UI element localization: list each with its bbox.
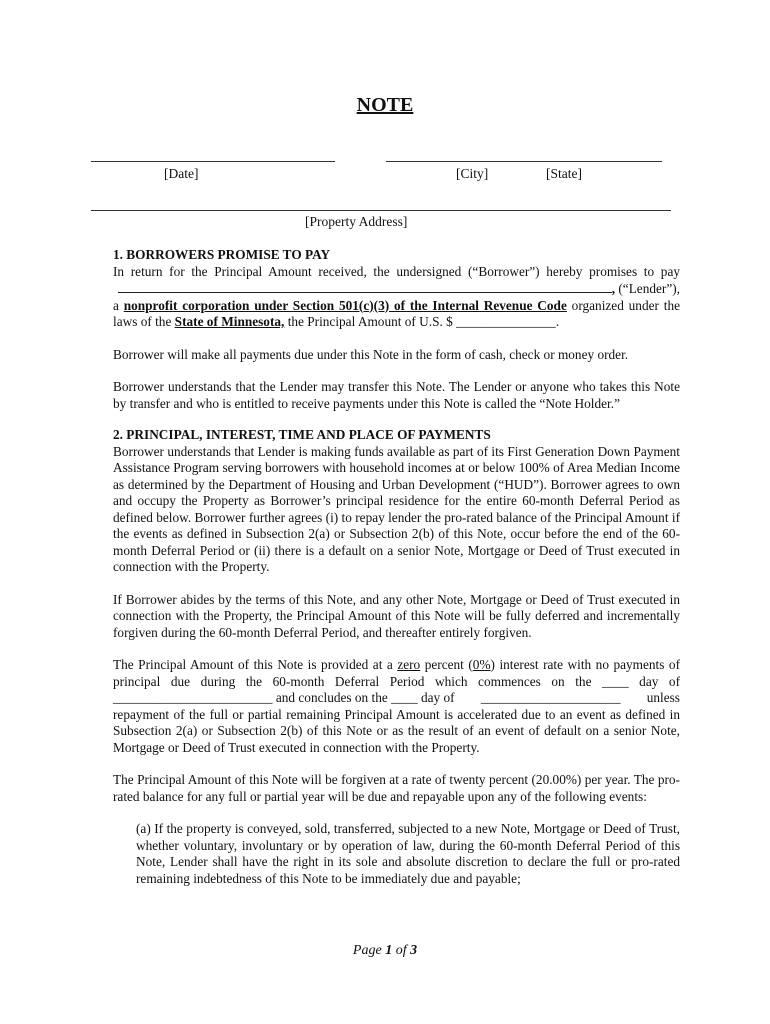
of-word: of [395, 943, 407, 958]
date-label: [Date] [164, 166, 199, 181]
section-1 [113, 247, 680, 412]
state-label: [State] [546, 166, 582, 181]
section-2 [113, 427, 680, 887]
section-2-paragraph-1: Borrower understands that Lender is making funds available as part of its First Generation Down Payment Assistance Program serving borrowers with household incomes at or below 100% of Area Median Income as determined by the Department of Housing and Urban Development (“HUD”). Borrower agrees to own and occupy the Property as Borrower’s principal residence for the entire 60-month Deferral Period as defined below. Borrower further agrees (i) to repay lender the pro-rated balance of the Principal Amount if the events as defined in Subsection 2(a) or Subsection 2(b) of this Note, occur before the end of the 60- month Deferral Period or (ii) there is a default on a senior Note, Mortgage or Deed of Trust executed in connection with the Property. [113, 443, 680, 574]
property-address-label: [Property Address] [305, 214, 408, 229]
principal-amount-text: the Principal Amount of U.S. $ _______________. [287, 314, 560, 329]
interest-text-3c: unless [646, 690, 680, 705]
zero-percent: 0% [472, 657, 491, 672]
document-title: NOTE [356, 94, 414, 116]
date-line [91, 161, 335, 162]
laws-of-text: laws of the [113, 314, 172, 329]
transfer-paragraph: Borrower understands that the Lender may transfer this Note. The Lender or anyone who takes this Note by transfer and who is entitled to receive payments under this Note is called the “Note Holder.” [113, 379, 680, 411]
page-total: 3 [410, 943, 418, 958]
nonprofit-clause: nonprofit corporation under Section 501(c)(3) of the Internal Revenue Code [123, 297, 567, 313]
interest-paragraph-rest: repayment of the full or partial remaining Principal Amount is accelerated due to an event as defined in Subsection 2(a) or Subsection 2(b) of this Note or as the result of an event of default on a senior Note, Mortgage or Deed of Trust executed in connection with the Property. [113, 706, 680, 755]
lender-name-blank [118, 280, 612, 293]
page-word: Page [352, 943, 382, 958]
interest-text-b: percent ( [424, 657, 473, 672]
section-2-paragraph-2: If Borrower abides by the terms of this Note, and any other Note, Mortgage or Deed of Trust executed in connection with the Property, the Principal Amount of this Note will be fully deferred and incrementally forgiven during the 60-month Deferral Period, and thereafter entirely forgiven. [113, 591, 680, 640]
city-label: [City] [456, 166, 489, 181]
a-word: a [113, 297, 119, 313]
forgiveness-paragraph: The Principal Amount of this Note will be forgiven at a rate of twenty percent (20.00%) per year. The pro-rated balance for any full or partial year will be due and repayable upon any of the following events: [113, 772, 680, 804]
interest-text-3b: _____________________ [480, 690, 621, 705]
lender-label: (“Lender”), [618, 281, 680, 296]
interest-text-a: The Principal Amount of this Note is provided at a [113, 657, 393, 672]
interest-text-3a: ________________________ and concludes on the ____ day of [113, 690, 455, 705]
section-1-lender-line [113, 280, 680, 298]
section-1-laws-line [113, 314, 680, 331]
lender-comma: , [611, 281, 616, 296]
zero-word: zero [397, 657, 421, 672]
organized-text: organized under the [571, 297, 680, 313]
section-1-nonprofit-line [113, 298, 680, 315]
item-a-paragraph: (a) If the property is conveyed, sold, transferred, subjected to a new Note, Mortgage or Deed of Trust, whether voluntary, involuntary or by operation of law, during the 60-month Deferral Period of this Note, Lender shall have the right in its sole and absolute discretion to declare the full or pro-rated remaining indebtedness of this Note to be immediately due and payable; [136, 821, 680, 886]
payments-paragraph: Borrower will make all payments due under this Note in the form of cash, check or money order. [113, 346, 629, 362]
section-1-heading: 1. BORROWERS PROMISE TO PAY [113, 247, 331, 262]
section-2-heading: 2. PRINCIPAL, INTEREST, TIME AND PLACE OF PAYMENTS [113, 427, 491, 442]
interest-line-3 [113, 690, 680, 707]
section-1-line-1: In return for the Principal Amount received, the undersigned (“Borrower”) hereby promises to pay [113, 263, 680, 279]
state-of-minnesota: State of Minnesota, [174, 314, 285, 329]
property-address-line [91, 210, 671, 211]
city-state-line [386, 161, 662, 162]
interest-line-1 [113, 657, 680, 674]
page-footer [0, 943, 770, 959]
interest-line-2: principal due during the 60-month Deferral Period which commences on the ____ day of [113, 673, 680, 689]
interest-text-c: ) interest rate with no payments of [490, 657, 681, 672]
page-number: 1 [385, 943, 393, 958]
